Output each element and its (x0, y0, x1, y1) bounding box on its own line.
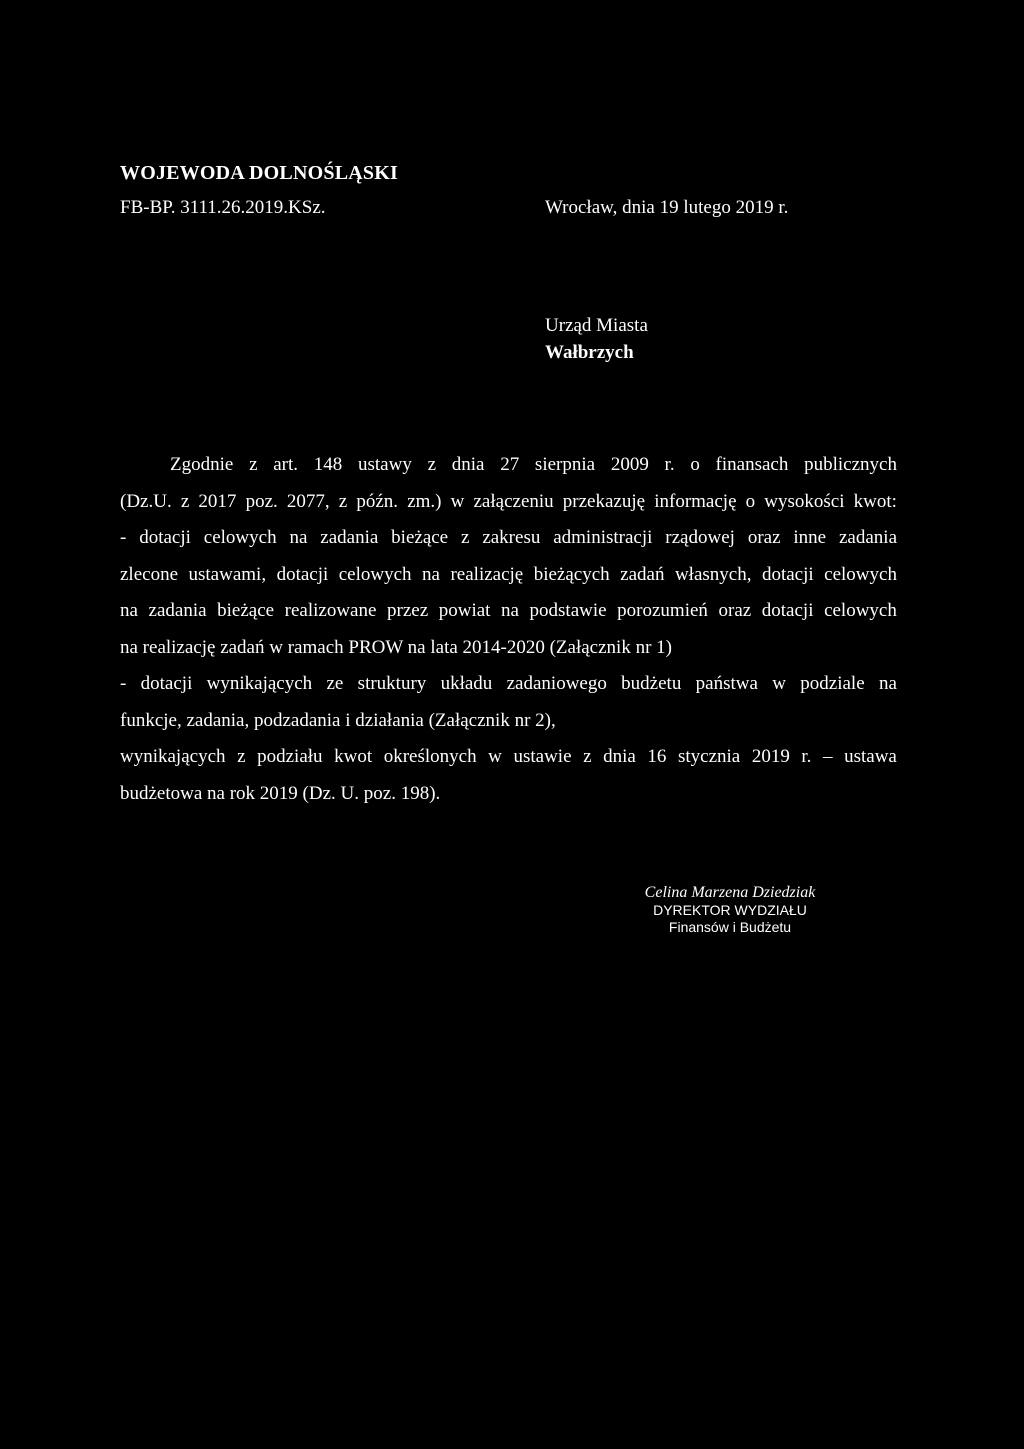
body-word: załączeniu (473, 490, 554, 512)
body-word: własnych, (674, 563, 752, 585)
body-word: dnia (603, 746, 636, 767)
body-word: celowych (203, 527, 277, 548)
recipient-block (545, 312, 648, 366)
body-word: oraz (747, 527, 781, 548)
body-word: 2019 (751, 746, 790, 767)
body-line (120, 703, 897, 740)
body-word: dotacji (761, 563, 814, 585)
body-word: zadań (620, 563, 665, 585)
body-line (120, 484, 897, 521)
body-word: z (249, 454, 258, 475)
body-word: dotacji (140, 673, 193, 694)
signatory-title: DYREKTOR WYDZIAŁU (653, 902, 807, 918)
body-line-text: funkcje, zadania, podzadania i działania (Załącznik nr 2), (120, 709, 556, 731)
body-word: podziale (800, 673, 865, 694)
body-line (120, 593, 897, 630)
body-word: z (427, 454, 436, 475)
body-word: kwot: (853, 490, 897, 512)
body-word: celowych (824, 563, 897, 585)
body-word: administracji (553, 527, 653, 548)
body-word: Zgodnie (170, 454, 234, 475)
signatory-department: Finansów i Budżetu (668, 919, 792, 935)
body-word: dotacji (276, 563, 329, 585)
body-word: budżetu (621, 673, 682, 694)
body-word: informację (654, 490, 737, 512)
body-word: 27 (500, 454, 520, 475)
body-word: dotacji (139, 527, 191, 548)
body-word: oraz (718, 600, 752, 621)
body-word: – (823, 746, 833, 767)
body-word: o (690, 454, 700, 475)
reference-number: FB-BP. 3111.26.2019.KSz. (120, 197, 326, 218)
recipient-line-2: Wałbrzych (545, 342, 634, 363)
recipient-line-1: Urząd Miasta (545, 315, 648, 336)
authority-heading: WOJEWODA DOLNOŚLĄSKI (120, 162, 398, 184)
body-word: z (237, 746, 246, 767)
body-word: zadania (320, 527, 379, 548)
body-word: z (338, 490, 348, 512)
body-word: zakresu (482, 527, 541, 548)
body-word: - (120, 527, 127, 548)
body-word: wynikających (206, 673, 313, 694)
body-word: realizację (450, 563, 524, 585)
body-word: stycznia (677, 746, 741, 767)
body-word: o (745, 490, 756, 512)
body-word: zm.) (407, 490, 442, 512)
body-line-text: na realizację zadań w ramach PROW na lata 2014-2020 (Załącznik nr 1) (120, 636, 672, 658)
body-word: dnia (451, 454, 485, 475)
body-word: na (120, 600, 138, 621)
signature-stamp (615, 884, 845, 936)
place-and-date: Wrocław, dnia 19 lutego 2019 r. (545, 197, 789, 218)
body-word: na (422, 563, 440, 585)
body-word: zadaniowego (506, 673, 607, 694)
body-word: ustawie (513, 746, 572, 767)
body-word: ustawa (844, 746, 897, 767)
body-word: dotacji (761, 600, 814, 621)
body-word: 2077, (286, 490, 330, 512)
body-word: celowych (338, 563, 412, 585)
body-word: inne (793, 527, 827, 548)
body-line-text: budżetowa na rok 2019 (Dz. U. poz. 198). (120, 782, 441, 804)
body-word: na (501, 600, 519, 621)
body-word: sierpnia (534, 454, 596, 475)
body-word: r. (664, 454, 675, 475)
body-word: z (180, 490, 190, 512)
body-word: realizowane (284, 600, 377, 621)
body-word: państwa (695, 673, 758, 694)
body-word: wysokości (764, 490, 845, 512)
body-word: struktury (357, 673, 427, 694)
body-word: wynikających (120, 746, 226, 767)
body-line (120, 557, 897, 594)
body-word: przez (387, 600, 429, 621)
body-word: podstawie (529, 600, 607, 621)
body-word: zadania (838, 527, 897, 548)
body-line (120, 666, 897, 703)
body-word: ustawy (358, 454, 412, 475)
body-word: - (120, 673, 127, 694)
body-word: zlecone (120, 563, 179, 585)
body-word: 2017 (198, 490, 237, 512)
body-word: w (450, 490, 465, 512)
body-word: celowych (824, 600, 897, 621)
body-word: poz. (245, 490, 278, 512)
body-word: układu (440, 673, 493, 694)
body-word: (Dz.U. (120, 490, 172, 512)
body-word: bieżących (533, 563, 610, 585)
body-line (120, 739, 897, 776)
body-word: bieżące (391, 527, 449, 548)
body-word: 2009 (610, 454, 649, 475)
body-word: art. (273, 454, 299, 475)
body-word: finansach (715, 454, 789, 475)
body-word: z (583, 746, 592, 767)
body-word: rządowej (665, 527, 735, 548)
body-word: publicznych (804, 454, 897, 475)
body-word: z (461, 527, 470, 548)
body-word: r. (801, 746, 812, 767)
body-line (120, 447, 897, 484)
body-word: w (772, 673, 786, 694)
body-word: przekazuję (562, 490, 646, 512)
signatory-name: Celina Marzena Dziedziak (644, 884, 816, 901)
body-word: bieżące (217, 600, 275, 621)
body-word: w (488, 746, 502, 767)
body-line (120, 630, 897, 667)
body-word: powiat (438, 600, 491, 621)
body-word: późn. (356, 490, 399, 512)
body-line (120, 776, 897, 813)
body-word: zadania (148, 600, 207, 621)
body-word: 148 (313, 454, 343, 475)
body-word: ze (326, 673, 344, 694)
body-word: kwot (334, 746, 373, 767)
body-word: ustawami, (188, 563, 267, 585)
body-word: na (289, 527, 308, 548)
body-word: podziału (257, 746, 323, 767)
body-line (120, 520, 897, 557)
body-word: porozumień (617, 600, 708, 621)
body-word: 16 (647, 746, 667, 767)
body-word: na (878, 673, 897, 694)
letter-body (120, 447, 897, 812)
body-word: określonych (383, 746, 477, 767)
